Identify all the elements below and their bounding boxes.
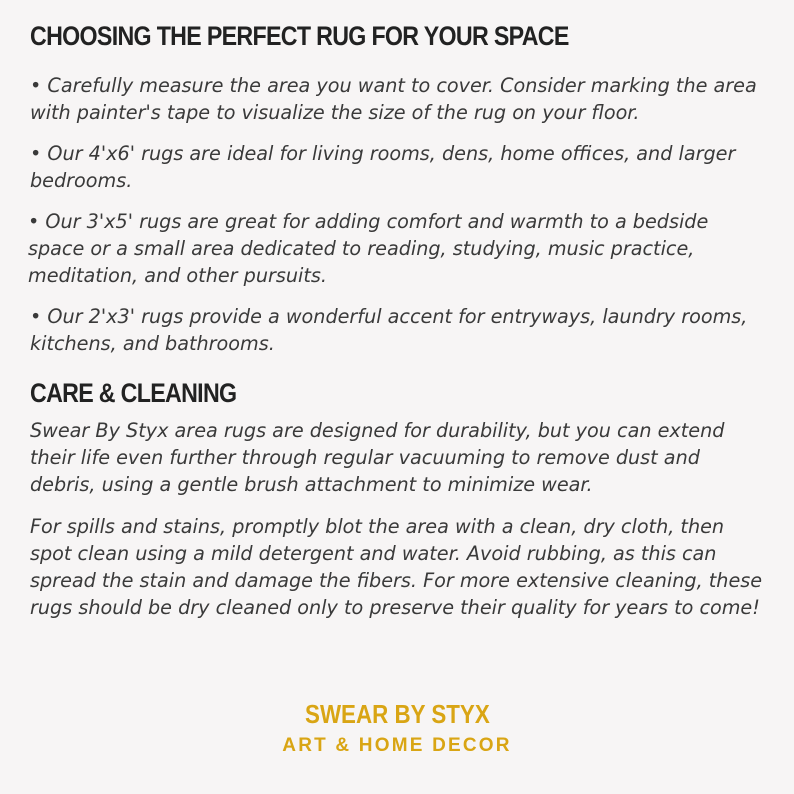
rug-tip-measure: • Carefully measure the area you want to cover. Consider marking the area with painter's tape to visualize the size of the rug on your floor. bbox=[30, 74, 757, 124]
rug-tip-4x6: • Our 4'x6' rugs are ideal for living rooms, dens, home offices, and larger bedrooms. bbox=[30, 142, 736, 192]
rug-tip-2x3: • Our 2'x3' rugs provide a wonderful accent for entryways, laundry rooms, kitchens, and bathrooms. bbox=[30, 305, 748, 355]
content-area bbox=[30, 18, 770, 621]
brand-name bbox=[0, 698, 794, 730]
care-paragraph-vacuum: Swear By Styx area rugs are designed for durability, but you can extend their life even further through regular vacuuming to remove dust and debris, using a gentle brush attachment to minimize wear. bbox=[30, 419, 725, 496]
care-paragraph-stains: For spills and stains, promptly blot the area with a clean, dry cloth, then spot clean using a mild detergent and water. Avoid rubbing, as this can spread the stain and damage the fibers. For more extensive cleaning, these rugs should be dry cleaned only to preserve their quality for years to come! bbox=[30, 515, 763, 619]
brand-tagline: ART & HOME DECOR bbox=[282, 735, 512, 756]
section-title-rug: CHOOSING THE PERFECT RUG FOR YOUR SPACE bbox=[30, 21, 569, 51]
rug-tips-list bbox=[30, 72, 770, 357]
rug-tip-3x5: • Our 3'x5' rugs are great for adding comfort and warmth to a bedside space or a small area dedicated to reading, studying, music practice, meditation, and other pursuits. bbox=[28, 210, 709, 287]
brand-name-text: SWEAR BY STYX bbox=[304, 699, 490, 729]
section-title-care: CARE & CLEANING bbox=[30, 378, 237, 408]
